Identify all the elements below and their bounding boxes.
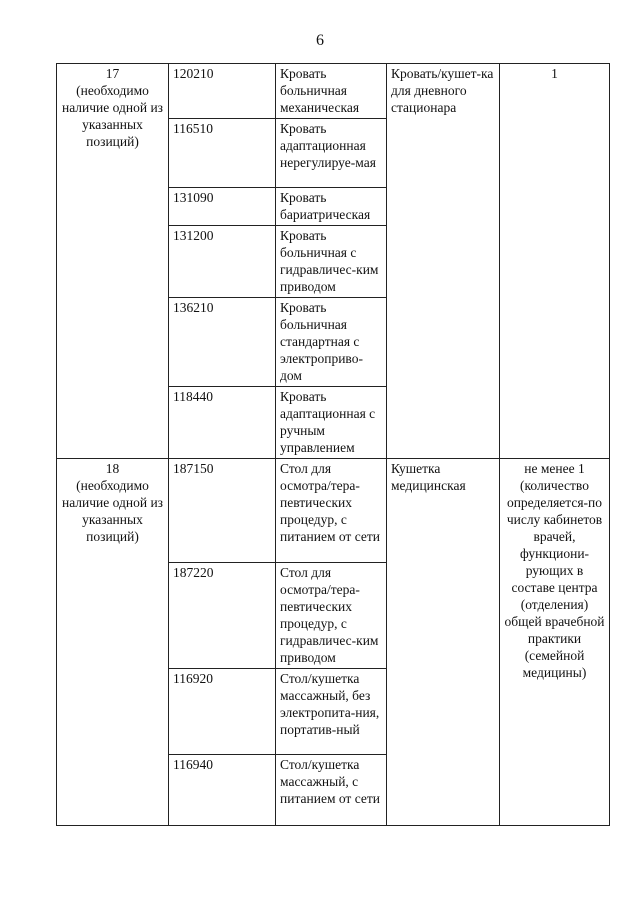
item-name: Кровать адаптационная нерегулируе-мая xyxy=(276,119,387,188)
group-number: 17 xyxy=(105,66,120,81)
item-name: Кровать больничная стандартная с электроприво-дом xyxy=(276,298,387,387)
page-number: 6 xyxy=(316,32,324,49)
table-row xyxy=(57,459,610,563)
group-note: (необходимо наличие одной из указанных позиций) xyxy=(61,478,164,544)
item-name: Стол/кушетка массажный, с питанием от сети xyxy=(276,755,387,826)
item-name: Кровать больничная механическая xyxy=(276,64,387,119)
table-row xyxy=(57,64,610,119)
equipment-table xyxy=(56,63,610,826)
group-quantity: 1 xyxy=(500,64,610,459)
item-name: Стол/кушетка массажный, без электропита-ния, портатив-ный xyxy=(276,669,387,755)
item-code: 131090 xyxy=(169,188,276,226)
item-name: Кровать больничная с гидравличес-ким приводом xyxy=(276,226,387,298)
group-type-label: Кушетка медицинская xyxy=(387,459,500,826)
group-number-cell xyxy=(57,459,169,826)
group-number: 18 xyxy=(105,461,120,476)
group-number-cell xyxy=(57,64,169,459)
item-name: Кровать бариатрическая xyxy=(276,188,387,226)
item-code: 120210 xyxy=(169,64,276,119)
group-type-label: Кровать/кушет-ка для дневного стационара xyxy=(387,64,500,459)
item-code: 131200 xyxy=(169,226,276,298)
item-name: Стол для осмотра/тера-певтических процедур, с гидравличес-ким приводом xyxy=(276,563,387,669)
item-code: 136210 xyxy=(169,298,276,387)
item-code: 187220 xyxy=(169,563,276,669)
item-name: Стол для осмотра/тера-певтических процедур, с питанием от сети xyxy=(276,459,387,563)
item-name: Кровать адаптационная с ручным управлением xyxy=(276,387,387,459)
item-code: 118440 xyxy=(169,387,276,459)
item-code: 116510 xyxy=(169,119,276,188)
group-note: (необходимо наличие одной из указанных позиций) xyxy=(61,83,164,149)
item-code: 116940 xyxy=(169,755,276,826)
group-quantity: не менее 1 (количество определяется-по числу кабинетов врачей, функциони-рующих в составе центра (отделения) общей врачебной практики (семейной медицины) xyxy=(500,459,610,826)
item-code: 116920 xyxy=(169,669,276,755)
item-code: 187150 xyxy=(169,459,276,563)
